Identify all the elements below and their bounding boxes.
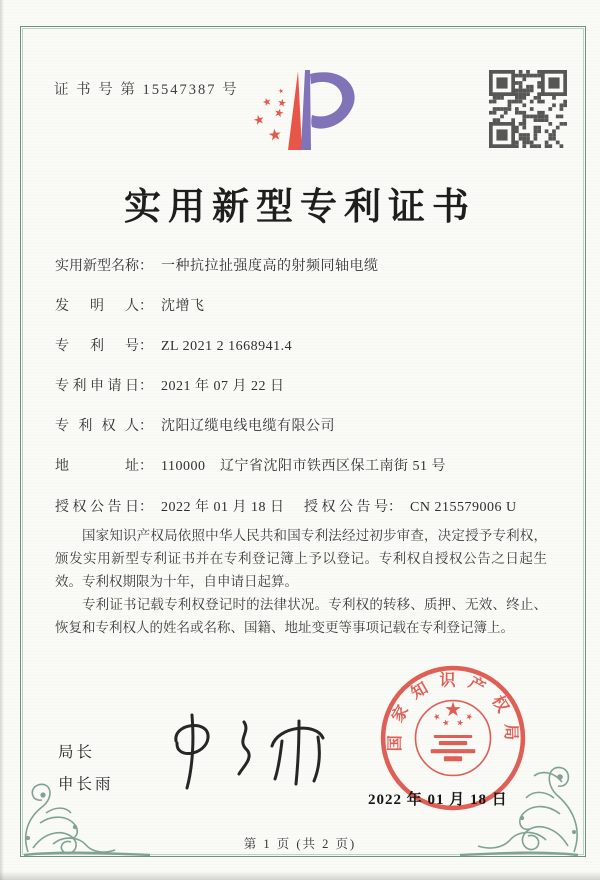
legal-text bbox=[55, 524, 547, 639]
colon: ： bbox=[139, 379, 153, 394]
colon: ： bbox=[139, 339, 153, 354]
field-label: 专利号 bbox=[55, 339, 139, 354]
legal-paragraph-2: 专利证书记载专利权登记时的法律状况。专利权的转移、质押、无效、终止、恢复和专利权人的姓名或名称、国籍、地址变更等事项记载在专利登记簿上。 bbox=[55, 597, 547, 635]
field-label: 授权公告日 bbox=[55, 500, 139, 515]
colon: ： bbox=[139, 259, 153, 274]
field-value: 2022 年 01 月 18 日 bbox=[161, 500, 285, 515]
field-address bbox=[55, 455, 555, 474]
field-application-date bbox=[55, 375, 555, 394]
qr-code-icon bbox=[489, 70, 567, 148]
field-label: 发明人 bbox=[55, 299, 139, 314]
field-label: 地址 bbox=[55, 459, 139, 474]
certificate-fields bbox=[55, 255, 555, 495]
legal-paragraph-1: 国家知识产权局依照中华人民共和国专利法经过初步审查，决定授予专利权，颁发实用新型专利证书并在专利登记簿上予以登记。专利权自授权公告之日起生效。专利权期限为十年，自申请日起算。 bbox=[55, 528, 547, 589]
grant-date-field bbox=[55, 500, 285, 515]
grant-announcement-row bbox=[55, 496, 555, 516]
field-label: 专利申请日 bbox=[55, 379, 139, 394]
director-signature-icon bbox=[148, 708, 333, 803]
colon: ： bbox=[388, 500, 402, 515]
field-value: 2021 年 07 月 22 日 bbox=[161, 379, 285, 394]
field-inventor bbox=[55, 295, 555, 314]
field-value: 110000 辽宁省沈阳市铁西区保工南街 51 号 bbox=[161, 459, 446, 474]
field-label: 授权公告号 bbox=[304, 500, 388, 515]
director-name: 申长雨 bbox=[58, 776, 114, 793]
field-label: 实用新型名称 bbox=[55, 259, 139, 274]
field-value: 沈增飞 bbox=[161, 299, 205, 314]
seal-date: 2022 年 01 月 18 日 bbox=[368, 792, 508, 808]
certificate-title: 实用新型专利证书 bbox=[124, 187, 476, 228]
certificate-number: 证 书 号 第 15547387 号 bbox=[54, 82, 239, 98]
field-patentee bbox=[55, 415, 555, 434]
cnipa-logo-icon bbox=[230, 58, 370, 170]
grant-number-field bbox=[304, 496, 517, 516]
director-title: 局长 bbox=[58, 744, 96, 761]
field-value: ZL 2021 2 1668941.4 bbox=[161, 339, 293, 354]
field-value: CN 215579006 U bbox=[410, 500, 517, 515]
colon: ： bbox=[139, 419, 153, 434]
field-label: 专利权人 bbox=[55, 419, 139, 434]
page-indicator: 第 1 页 (共 2 页) bbox=[243, 837, 357, 851]
colon: ： bbox=[139, 299, 153, 314]
seal-agency-text: 国家知识产权局 bbox=[386, 671, 520, 752]
field-value: 沈阳辽缆电线电缆有限公司 bbox=[161, 419, 335, 434]
field-patent-number bbox=[55, 335, 555, 354]
colon: ： bbox=[139, 459, 153, 474]
scan-edge-bottom bbox=[0, 871, 600, 880]
field-value: 一种抗拉扯强度高的射频同轴电缆 bbox=[161, 259, 379, 274]
colon: ： bbox=[139, 500, 153, 515]
field-utility-model-name bbox=[55, 255, 555, 274]
scan-edge-left bbox=[0, 0, 4, 880]
